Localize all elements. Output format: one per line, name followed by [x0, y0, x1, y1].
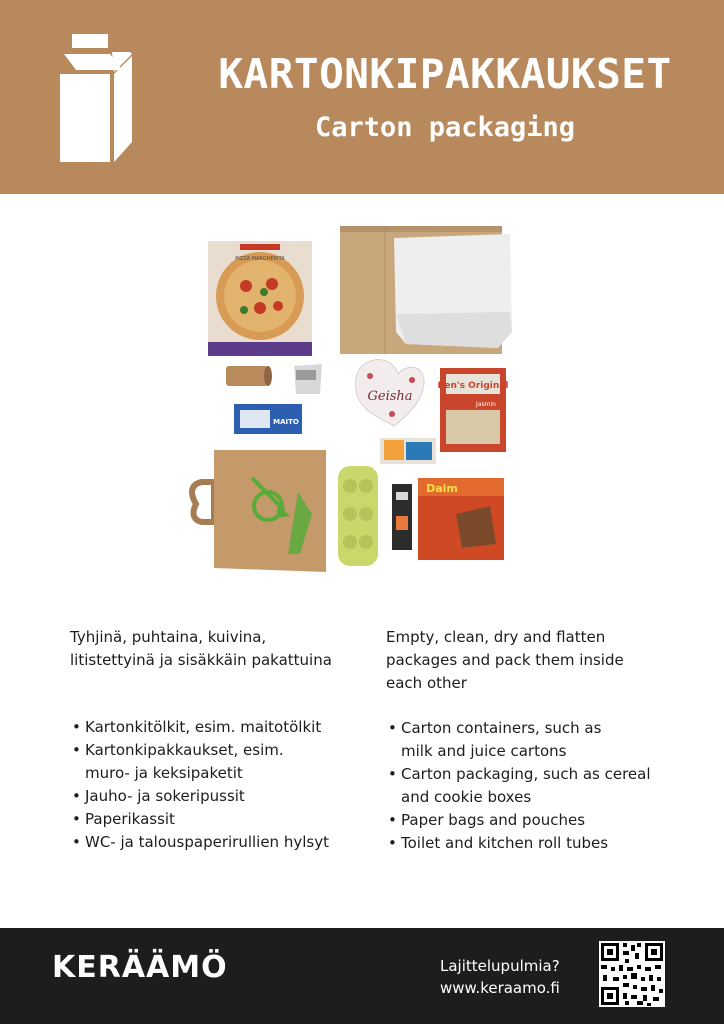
page-subtitle: Carton packaging [314, 112, 576, 143]
list-item: • Kartonkitölkit, esim. maitotölkit [70, 716, 370, 739]
list-item: • Paperikassit [70, 808, 370, 831]
rice-box-label: Ben's Original [437, 381, 509, 391]
footer-question: Lajittelupulmia? [440, 957, 560, 975]
list-item: • Toilet and kitchen roll tubes [386, 832, 676, 855]
qr-code-icon[interactable] [599, 941, 665, 1007]
keraamo-logo: KERÄÄMÖ [52, 950, 228, 985]
english-list [386, 717, 676, 855]
list-item: • WC- ja talouspaperirullien hylsyt [70, 831, 370, 854]
list-item: • Carton packaging, such as cereal and cookie boxes [386, 763, 656, 809]
page-title: KARTONKIPAKKAUKSET [218, 50, 672, 98]
list-item: • Carton containers, such as milk and juice cartons [386, 717, 636, 763]
juice-carton [380, 438, 436, 464]
egg-carton [338, 466, 378, 566]
list-item: • Jauho- ja sokeripussit [70, 785, 370, 808]
chocolate-box-label: Geisha [367, 389, 413, 404]
small-carton [392, 484, 412, 550]
rice-box [438, 368, 509, 452]
rice-box-sublabel: Jasmin [476, 401, 496, 408]
english-intro: Empty, clean, dry and flatten packages and pack them inside each other [386, 628, 624, 692]
paper-envelope [394, 234, 512, 348]
finnish-intro: Tyhjinä, puhtaina, kuivina, litistettyinä ja sisäkkäin pakattuina [70, 628, 332, 669]
paper-bag [192, 450, 326, 572]
cake-box-label: Daim [426, 482, 458, 495]
chocolate-box [355, 360, 424, 426]
cake-box [418, 478, 504, 560]
list-item: • Paper bags and pouches [386, 809, 676, 832]
milk-carton-label: MAITO [273, 418, 299, 426]
finnish-list [70, 716, 370, 854]
english-column [386, 626, 676, 855]
toilet-roll-tube [226, 366, 272, 386]
pizza-box-label: PIZZA MARGHERITA [235, 256, 285, 262]
packaging-photo [180, 214, 544, 584]
footer-website-link[interactable]: www.keraamo.fi [440, 979, 560, 997]
footer-contact [440, 955, 560, 999]
list-item: • Kartonkipakkaukset, esim. muro- ja keksipaketit [70, 739, 295, 785]
pizza-box [208, 241, 312, 356]
milk-carton [234, 404, 338, 434]
header-banner [0, 0, 724, 194]
carton-icon [60, 34, 132, 162]
finnish-column [70, 626, 370, 854]
paper-cup [294, 364, 322, 394]
